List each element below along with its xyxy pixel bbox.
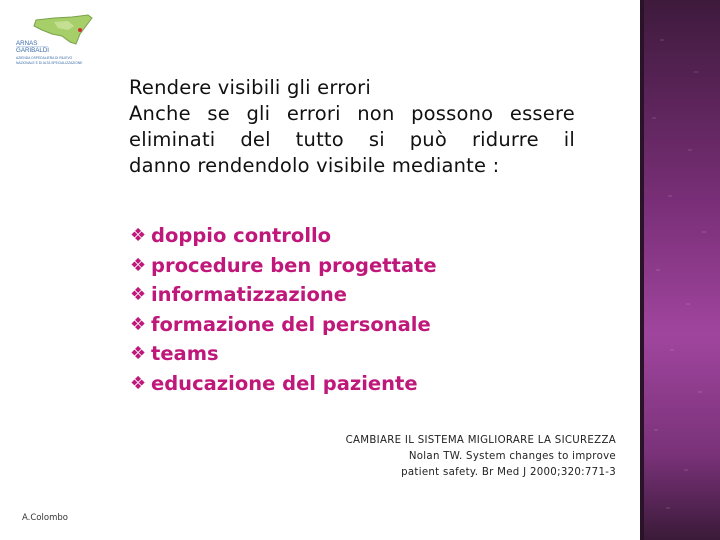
band-edge [640,0,644,540]
list-item [130,280,437,310]
diamond-bullet-icon: ❖ [130,254,147,276]
intro-word: possono [411,102,494,125]
intro-word: eliminati [129,128,216,151]
list-item-label: educazione del paziente [151,371,418,395]
intro-heading: Rendere visibili gli errori [129,76,371,99]
list-item [130,251,437,281]
intro-line-2 [129,101,575,127]
list-item-label: procedure ben progettate [151,253,437,277]
arnas-garibaldi-logo [14,12,100,70]
list-item [130,310,437,340]
intro-word: se [207,102,230,125]
measures-list [130,221,437,398]
logo-subtitle-line2: NAZIONALE E DI ALTA SPECIALIZZAZIONE [16,61,83,65]
diamond-bullet-icon: ❖ [130,225,147,246]
footer-author: A.Colombo [22,513,68,523]
diamond-bullet-icon: ❖ [130,284,147,305]
intro-word: il [563,128,575,151]
intro-word: gli [246,102,271,125]
intro-line-3 [129,127,575,153]
list-item [130,339,437,369]
list-item-label: informatizzazione [151,283,347,306]
intro-line-4: danno rendendolo visibile mediante : [129,154,500,177]
intro-word: non [357,102,395,125]
diamond-bullet-icon: ❖ [130,313,147,335]
logo-name-line2: GARIBALDI [16,47,50,54]
logo-name-line1: ARNAS [16,40,38,47]
citation-line-1: CAMBIARE IL SISTEMA MIGLIORARE LA SICUREZZA [345,435,616,446]
list-item [130,221,437,251]
logo-subtitle-line1: AZIENDA OSPEDALIERA DI RILIEVO [16,56,73,60]
citation-line-3: patient safety. Br Med J 2000;320:771-3 [401,467,616,478]
diamond-bullet-icon: ❖ [130,372,147,394]
intro-word: errori [286,102,341,125]
intro-word: si [368,128,385,151]
list-item-label: doppio controllo [151,224,332,247]
intro-word: tutto [295,128,344,151]
intro-word: ridurre [471,128,539,151]
intro-word: Anche [129,102,191,125]
list-item [130,369,437,399]
citation-line-2: Nolan TW. System changes to improve [408,451,616,462]
diamond-bullet-icon: ❖ [130,343,147,364]
intro-paragraph [129,75,575,179]
list-item-label: teams [151,342,219,365]
intro-word: del [240,128,271,151]
decorative-side-band [640,0,720,540]
citation [296,433,616,481]
band-pattern [640,0,720,540]
intro-word: essere [509,102,575,125]
intro-word: può [409,128,448,151]
sicily-map-icon [34,15,92,44]
list-item-label: formazione del personale [151,312,431,336]
